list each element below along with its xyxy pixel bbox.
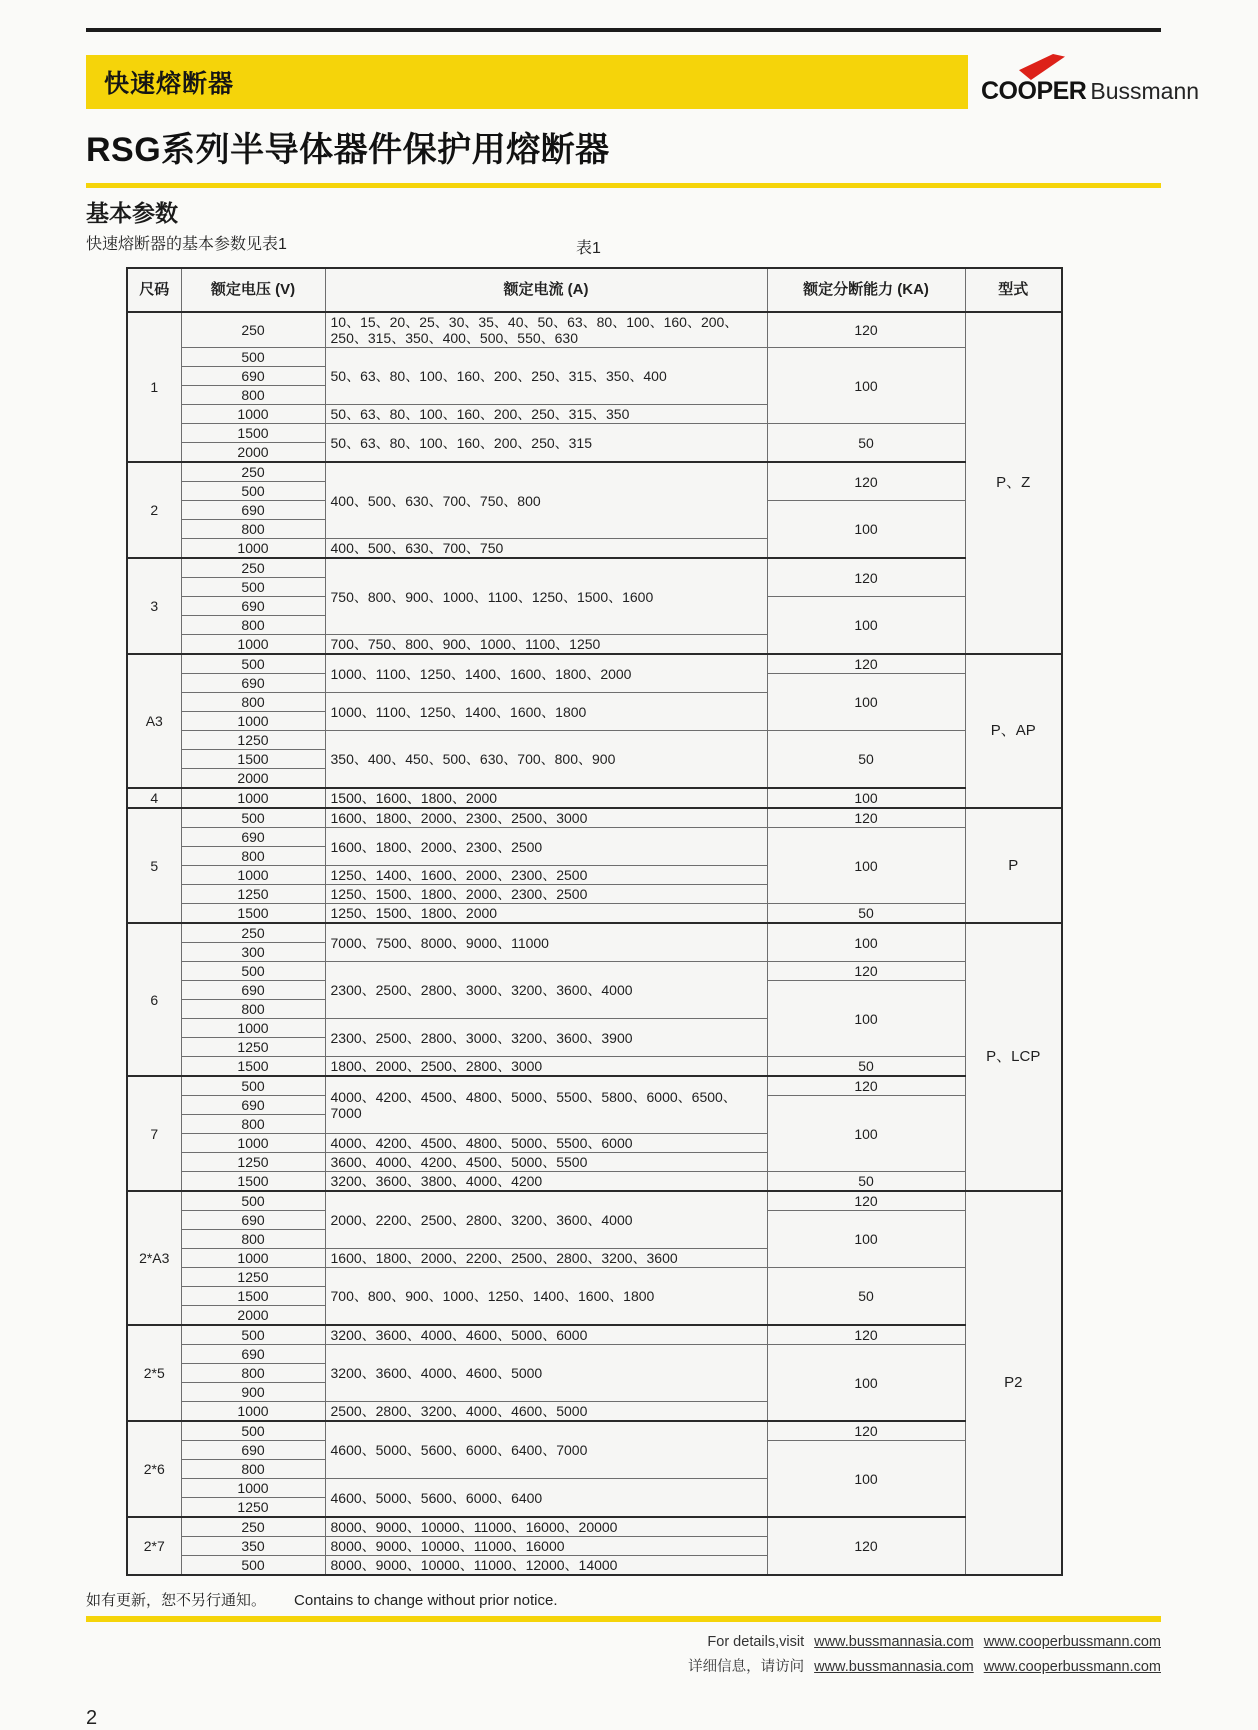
- cell-a: 2000、2200、2500、2800、3200、3600、4000: [325, 1191, 767, 1249]
- cell-v: 1500: [181, 904, 325, 924]
- cell-type: P、Z: [965, 312, 1062, 654]
- cell-a: 4600、5000、5600、6000、6400、7000: [325, 1421, 767, 1479]
- cell-v: 1500: [181, 424, 325, 443]
- table-row: [127, 923, 1062, 943]
- table-row: [127, 828, 1062, 847]
- cooper-bussmann-logo: [981, 54, 1200, 110]
- cell-v: 1250: [181, 731, 325, 750]
- table-row: [127, 788, 1062, 808]
- cell-v: 1500: [181, 1057, 325, 1077]
- cell-ka: 120: [767, 1421, 965, 1441]
- cell-a: 1500、1600、1800、2000: [325, 788, 767, 808]
- section-title: 基本参数: [86, 200, 178, 226]
- cell-ka: 120: [767, 1325, 965, 1345]
- cell-v: 500: [181, 482, 325, 501]
- cell-a: 7000、7500、8000、9000、11000: [325, 923, 767, 962]
- cell-a: 8000、9000、10000、11000、16000、20000: [325, 1517, 767, 1537]
- column-header: 额定分断能力 (KA): [767, 268, 965, 312]
- cell-v: 500: [181, 348, 325, 367]
- cell-v: 800: [181, 693, 325, 712]
- table-row: [127, 904, 1062, 924]
- cell-v: 1250: [181, 1038, 325, 1057]
- cell-ka: 100: [767, 981, 965, 1057]
- link-cooperbussmann-en[interactable]: www.cooperbussmann.com: [983, 1634, 1161, 1650]
- table-row: [127, 1345, 1062, 1364]
- table-row: [127, 1517, 1062, 1537]
- cell-a: 1250、1400、1600、2000、2300、2500: [325, 866, 767, 885]
- cell-v: 500: [181, 808, 325, 828]
- cell-ka: 120: [767, 558, 965, 597]
- cell-a: 1800、2000、2500、2800、3000: [325, 1057, 767, 1077]
- notice-line: [86, 1589, 1161, 1610]
- cell-ka: 100: [767, 674, 965, 731]
- table-row: [127, 1325, 1062, 1345]
- cell-size: 2*A3: [127, 1191, 181, 1325]
- cell-a: 3600、4000、4200、4500、5000、5500: [325, 1153, 767, 1172]
- cell-ka: 120: [767, 1191, 965, 1211]
- cell-a: 2300、2500、2800、3000、3200、3600、4000: [325, 962, 767, 1019]
- notice-en: Contains to change without prior notice.: [294, 1592, 558, 1609]
- column-header: 尺码: [127, 268, 181, 312]
- cell-v: 1250: [181, 1498, 325, 1518]
- cell-v: 1000: [181, 539, 325, 559]
- link-bussmannasia-en[interactable]: www.bussmannasia.com: [814, 1634, 974, 1650]
- cell-a: 1600、1800、2000、2200、2500、2800、3200、3600: [325, 1249, 767, 1268]
- cell-v: 1000: [181, 866, 325, 885]
- table-row: [127, 808, 1062, 828]
- cell-ka: 120: [767, 1076, 965, 1096]
- cell-v: 800: [181, 847, 325, 866]
- column-header: 额定电压 (V): [181, 268, 325, 312]
- cell-a: 4000、4200、4500、4800、5000、5500、6000: [325, 1134, 767, 1153]
- cell-v: 250: [181, 923, 325, 943]
- cell-size: A3: [127, 654, 181, 788]
- cell-v: 1250: [181, 1153, 325, 1172]
- intro-text: 快速熔断器的基本参数见表1: [86, 236, 287, 253]
- cell-v: 500: [181, 578, 325, 597]
- cell-v: 690: [181, 597, 325, 616]
- cell-ka: 100: [767, 828, 965, 904]
- cell-a: 1000、1100、1250、1400、1600、1800、2000: [325, 654, 767, 693]
- cell-ka: 100: [767, 348, 965, 424]
- category-banner-label: 快速熔断器: [104, 70, 235, 98]
- cell-v: 250: [181, 1517, 325, 1537]
- cell-a: 700、750、800、900、1000、1100、1250: [325, 635, 767, 655]
- details-en-prefix: For details,visit: [707, 1634, 805, 1650]
- cell-size: 5: [127, 808, 181, 923]
- table-row: [127, 1191, 1062, 1211]
- cell-v: 800: [181, 1000, 325, 1019]
- cell-v: 250: [181, 312, 325, 348]
- logo-bussmann-text: Bussmann: [1090, 78, 1200, 104]
- cell-a: 10、15、20、25、30、35、40、50、63、80、100、160、200、250、315、350、400、500、550、630: [325, 312, 767, 348]
- cell-a: 1600、1800、2000、2300、2500: [325, 828, 767, 866]
- cell-v: 1250: [181, 1268, 325, 1287]
- cell-a: 700、800、900、1000、1250、1400、1600、1800: [325, 1268, 767, 1326]
- cell-v: 800: [181, 1364, 325, 1383]
- cell-size: 7: [127, 1076, 181, 1191]
- cell-v: 690: [181, 1441, 325, 1460]
- cell-v: 500: [181, 1076, 325, 1096]
- table-body: [127, 312, 1062, 1575]
- column-header: 额定电流 (A): [325, 268, 767, 312]
- cell-v: 690: [181, 367, 325, 386]
- table-row: [127, 1421, 1062, 1441]
- cell-v: 1000: [181, 1019, 325, 1038]
- cell-ka: 120: [767, 462, 965, 501]
- cell-ka: 50: [767, 1268, 965, 1326]
- cell-v: 1000: [181, 712, 325, 731]
- cell-a: 1000、1100、1250、1400、1600、1800: [325, 693, 767, 731]
- cell-v: 800: [181, 616, 325, 635]
- cell-size: 2: [127, 462, 181, 558]
- page-footer: [86, 1589, 1161, 1730]
- table-row: [127, 962, 1062, 981]
- cell-a: 8000、9000、10000、11000、12000、14000: [325, 1556, 767, 1576]
- cell-v: 1000: [181, 405, 325, 424]
- cell-v: 800: [181, 386, 325, 405]
- link-cooperbussmann-cn[interactable]: www.cooperbussmann.com: [983, 1659, 1161, 1676]
- page-title: RSG系列半导体器件保护用熔断器: [86, 131, 610, 169]
- cell-v: 2000: [181, 1306, 325, 1326]
- cell-ka: 100: [767, 1211, 965, 1268]
- cell-ka: 50: [767, 1172, 965, 1192]
- details-block: [86, 1630, 1161, 1681]
- cell-v: 690: [181, 1345, 325, 1364]
- cell-a: 400、500、630、700、750、800: [325, 462, 767, 539]
- cell-ka: 100: [767, 788, 965, 808]
- cell-v: 500: [181, 1191, 325, 1211]
- cell-v: 1000: [181, 1479, 325, 1498]
- cell-type: P、AP: [965, 654, 1062, 808]
- cell-size: 4: [127, 788, 181, 808]
- table-head: [127, 268, 1062, 312]
- page-number: 2: [86, 1706, 98, 1729]
- cell-size: 2*5: [127, 1325, 181, 1421]
- table-row: [127, 1172, 1062, 1192]
- cell-v: 690: [181, 674, 325, 693]
- cell-v: 1500: [181, 1172, 325, 1192]
- cell-v: 800: [181, 1115, 325, 1134]
- cell-a: 3200、3600、3800、4000、4200: [325, 1172, 767, 1192]
- cell-v: 690: [181, 1096, 325, 1115]
- cell-type: P: [965, 808, 1062, 923]
- cell-a: 400、500、630、700、750: [325, 539, 767, 559]
- cell-size: 6: [127, 923, 181, 1076]
- cell-a: 2300、2500、2800、3000、3200、3600、3900: [325, 1019, 767, 1057]
- notice-cn: 如有更新，恕不另行通知。: [86, 1592, 267, 1609]
- cell-a: 50、63、80、100、160、200、250、315、350: [325, 405, 767, 424]
- cell-a: 1250、1500、1800、2000: [325, 904, 767, 924]
- cell-v: 690: [181, 501, 325, 520]
- details-line-en: [86, 1630, 1161, 1655]
- cell-v: 2000: [181, 443, 325, 463]
- cell-v: 1250: [181, 885, 325, 904]
- table-row: [127, 462, 1062, 482]
- cell-a: 2500、2800、3200、4000、4600、5000: [325, 1402, 767, 1422]
- table-row: [127, 312, 1062, 348]
- cell-ka: 100: [767, 1441, 965, 1518]
- cell-a: 1250、1500、1800、2000、2300、2500: [325, 885, 767, 904]
- cell-ka: 50: [767, 904, 965, 924]
- cell-v: 250: [181, 558, 325, 578]
- cell-v: 1000: [181, 635, 325, 655]
- cell-ka: 50: [767, 424, 965, 463]
- top-rule: [86, 28, 1161, 32]
- cell-ka: 120: [767, 654, 965, 674]
- cell-size: 1: [127, 312, 181, 462]
- table-wrap: [126, 267, 1161, 1576]
- cell-v: 350: [181, 1537, 325, 1556]
- cell-v: 1000: [181, 1134, 325, 1153]
- cell-ka: 100: [767, 1345, 965, 1422]
- details-cn-prefix: 详细信息，请访问: [688, 1659, 805, 1676]
- cell-v: 690: [181, 828, 325, 847]
- cell-v: 2000: [181, 769, 325, 789]
- cell-ka: 120: [767, 1517, 965, 1575]
- cell-type: P2: [965, 1191, 1062, 1575]
- category-banner: [86, 55, 968, 109]
- cell-ka: 100: [767, 501, 965, 559]
- table-row: [127, 1076, 1062, 1096]
- cell-a: 3200、3600、4000、4600、5000: [325, 1345, 767, 1402]
- cell-v: 690: [181, 1211, 325, 1230]
- cell-v: 900: [181, 1383, 325, 1402]
- cell-a: 8000、9000、10000、11000、16000: [325, 1537, 767, 1556]
- cell-a: 3200、3600、4000、4600、5000、6000: [325, 1325, 767, 1345]
- cell-v: 1000: [181, 1402, 325, 1422]
- cell-ka: 50: [767, 1057, 965, 1077]
- cell-size: 2*7: [127, 1517, 181, 1575]
- cell-v: 500: [181, 1421, 325, 1441]
- footer-divider: [86, 1616, 1161, 1622]
- column-header: 型式: [965, 268, 1062, 312]
- cell-a: 1600、1800、2000、2300、2500、3000: [325, 808, 767, 828]
- cell-v: 300: [181, 943, 325, 962]
- logo-cooper-text: COOPER: [981, 77, 1087, 105]
- table-row: [127, 424, 1062, 443]
- title-divider: [86, 183, 1161, 188]
- page-header: [86, 54, 1200, 110]
- cell-ka: 50: [767, 731, 965, 789]
- cell-ka: 120: [767, 962, 965, 981]
- cell-a: 350、400、450、500、630、700、800、900: [325, 731, 767, 789]
- cell-ka: 100: [767, 597, 965, 655]
- details-line-cn: [86, 1655, 1161, 1680]
- cell-type: P、LCP: [965, 923, 1062, 1191]
- cell-size: 3: [127, 558, 181, 654]
- cell-v: 500: [181, 654, 325, 674]
- cell-size: 2*6: [127, 1421, 181, 1517]
- cell-a: 50、63、80、100、160、200、250、315: [325, 424, 767, 463]
- cell-a: 50、63、80、100、160、200、250、315、350、400: [325, 348, 767, 405]
- cell-v: 500: [181, 962, 325, 981]
- cell-v: 500: [181, 1325, 325, 1345]
- page-content: [86, 0, 1200, 1730]
- cell-ka: 100: [767, 1096, 965, 1172]
- table-row: [127, 654, 1062, 674]
- intro-row: [86, 231, 1161, 255]
- table-caption: 表1: [576, 240, 601, 257]
- cell-v: 690: [181, 981, 325, 1000]
- cell-a: 4600、5000、5600、6000、6400: [325, 1479, 767, 1518]
- cell-a: 750、800、900、1000、1100、1250、1500、1600: [325, 558, 767, 635]
- cell-v: 800: [181, 1230, 325, 1249]
- cell-ka: 120: [767, 808, 965, 828]
- cell-v: 1500: [181, 750, 325, 769]
- cell-v: 500: [181, 1556, 325, 1576]
- cell-v: 1000: [181, 1249, 325, 1268]
- cell-v: 800: [181, 1460, 325, 1479]
- table-row: [127, 558, 1062, 578]
- cell-v: 250: [181, 462, 325, 482]
- cell-v: 1000: [181, 788, 325, 808]
- parameters-table: [126, 267, 1063, 1576]
- cell-ka: 100: [767, 923, 965, 962]
- cell-a: 4000、4200、4500、4800、5000、5500、5800、6000、6500、7000: [325, 1076, 767, 1134]
- table-row: [127, 348, 1062, 367]
- table-row: [127, 731, 1062, 750]
- table-row: [127, 1057, 1062, 1077]
- header-row: [127, 268, 1062, 312]
- cell-v: 800: [181, 520, 325, 539]
- link-bussmannasia-cn[interactable]: www.bussmannasia.com: [814, 1659, 974, 1676]
- table-row: [127, 1268, 1062, 1287]
- cell-ka: 120: [767, 312, 965, 348]
- cell-v: 1500: [181, 1287, 325, 1306]
